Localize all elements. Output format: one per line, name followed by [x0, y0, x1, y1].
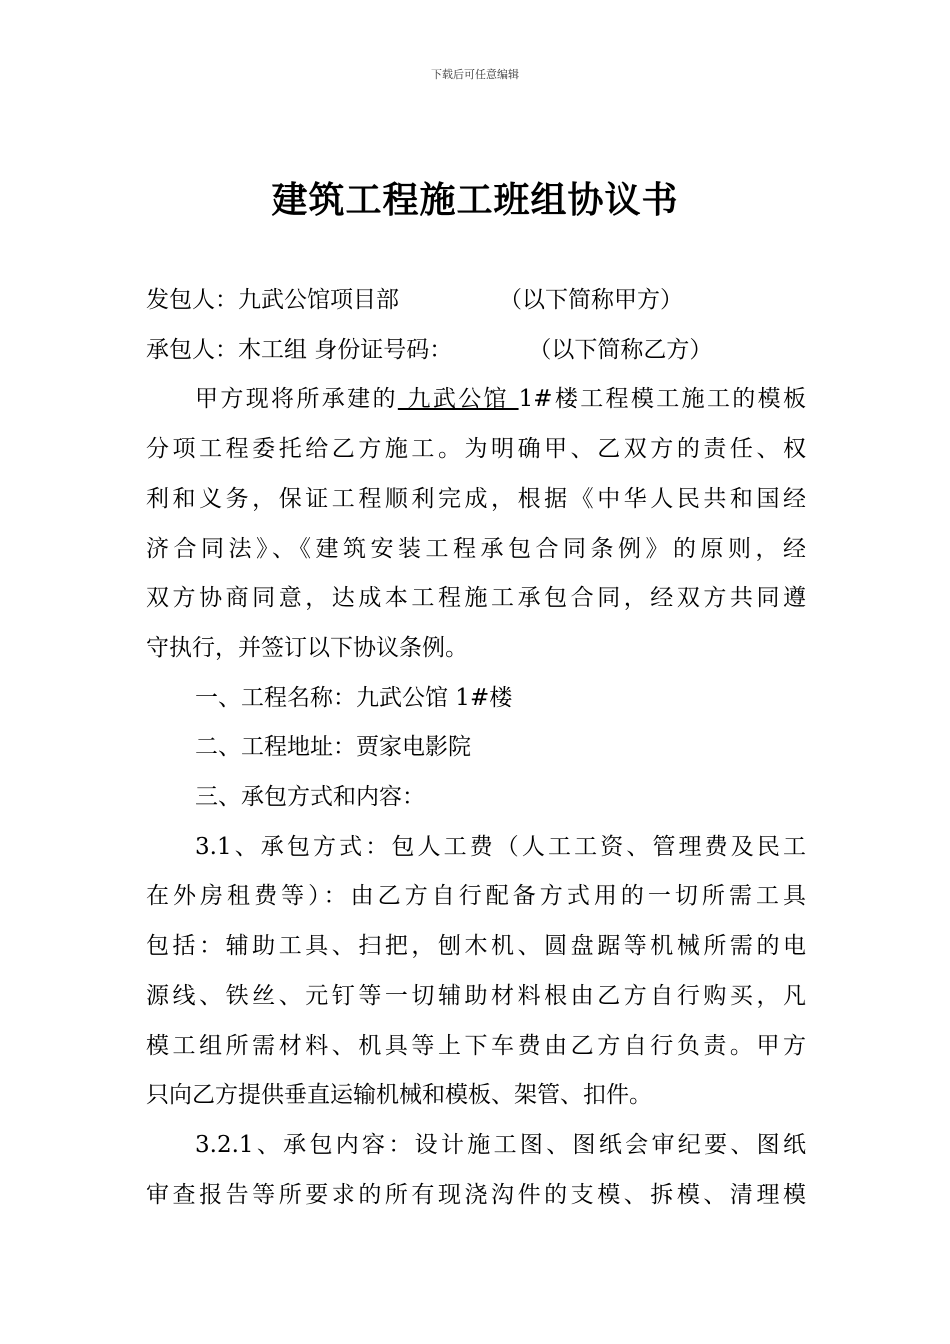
intro-line-last: 守执行，并签订以下协议条例。	[146, 634, 468, 661]
clause-3-2-1-line: 审查报告等所要求的所有现浇沟件的支模、拆模、清理模	[146, 1181, 806, 1208]
document-body	[146, 276, 806, 1220]
clause-3-1-line: 源线、铁丝、元钉等一切辅助材料根由乙方自行购买，凡	[146, 982, 806, 1009]
section-contract-method: 三、承包方式和内容：	[195, 784, 425, 811]
party-b-line	[146, 326, 806, 376]
clause-3-1-line-last: 只向乙方提供垂直运输机械和模板、架管、扣件。	[146, 1082, 652, 1109]
party-b-note: （以下简称乙方）	[528, 336, 713, 363]
intro-line: 利和义务，保证工程顺利完成，根据《中华人民共和国经	[146, 485, 806, 512]
party-a-line	[146, 276, 806, 326]
section-project-name: 一、工程名称：九武公馆 1#楼	[195, 684, 513, 711]
intro-line: 双方协商同意，达成本工程施工承包合同，经双方共同遵	[146, 585, 806, 612]
intro-line-first: 甲方现将所承建的 九武公馆 1#楼工程模工施工的模板	[195, 386, 807, 413]
intro-line: 分项工程委托给乙方施工。为明确甲、乙双方的责任、权	[146, 436, 806, 463]
clause-3-2-1-line: 3.2.1、承包内容：设计施工图、图纸会审纪要、图纸	[195, 1131, 806, 1158]
intro-line: 济合同法》、《建筑安装工程承包合同条例》的原则，经	[146, 535, 806, 562]
party-a-label: 发包人：九武公馆项目部	[146, 287, 399, 313]
project-name-underlined: 九武公馆	[397, 386, 519, 413]
clause-3-1-line: 包括：辅助工具、扫把，刨木机、圆盘踞等机械所需的电	[146, 933, 806, 960]
clause-3-1-line: 模工组所需材料、机具等上下车费由乙方自行负责。甲方	[146, 1032, 806, 1059]
clause-3-1-line: 3.1、承包方式：包人工费（人工工资、管理费及民工	[195, 833, 806, 860]
party-a-note: （以下简称甲方）	[499, 287, 683, 313]
section-project-address: 二、工程地址：贾家电影院	[195, 734, 471, 761]
document-title: 建筑工程施工班组协议书	[271, 179, 679, 221]
clause-3-1-line: 在外房租费等）：由乙方自行配备方式用的一切所需工具	[146, 883, 806, 910]
header-note: 下载后可任意编辑	[431, 68, 519, 81]
party-b-label: 承包人：木工组 身份证号码：	[146, 336, 453, 363]
